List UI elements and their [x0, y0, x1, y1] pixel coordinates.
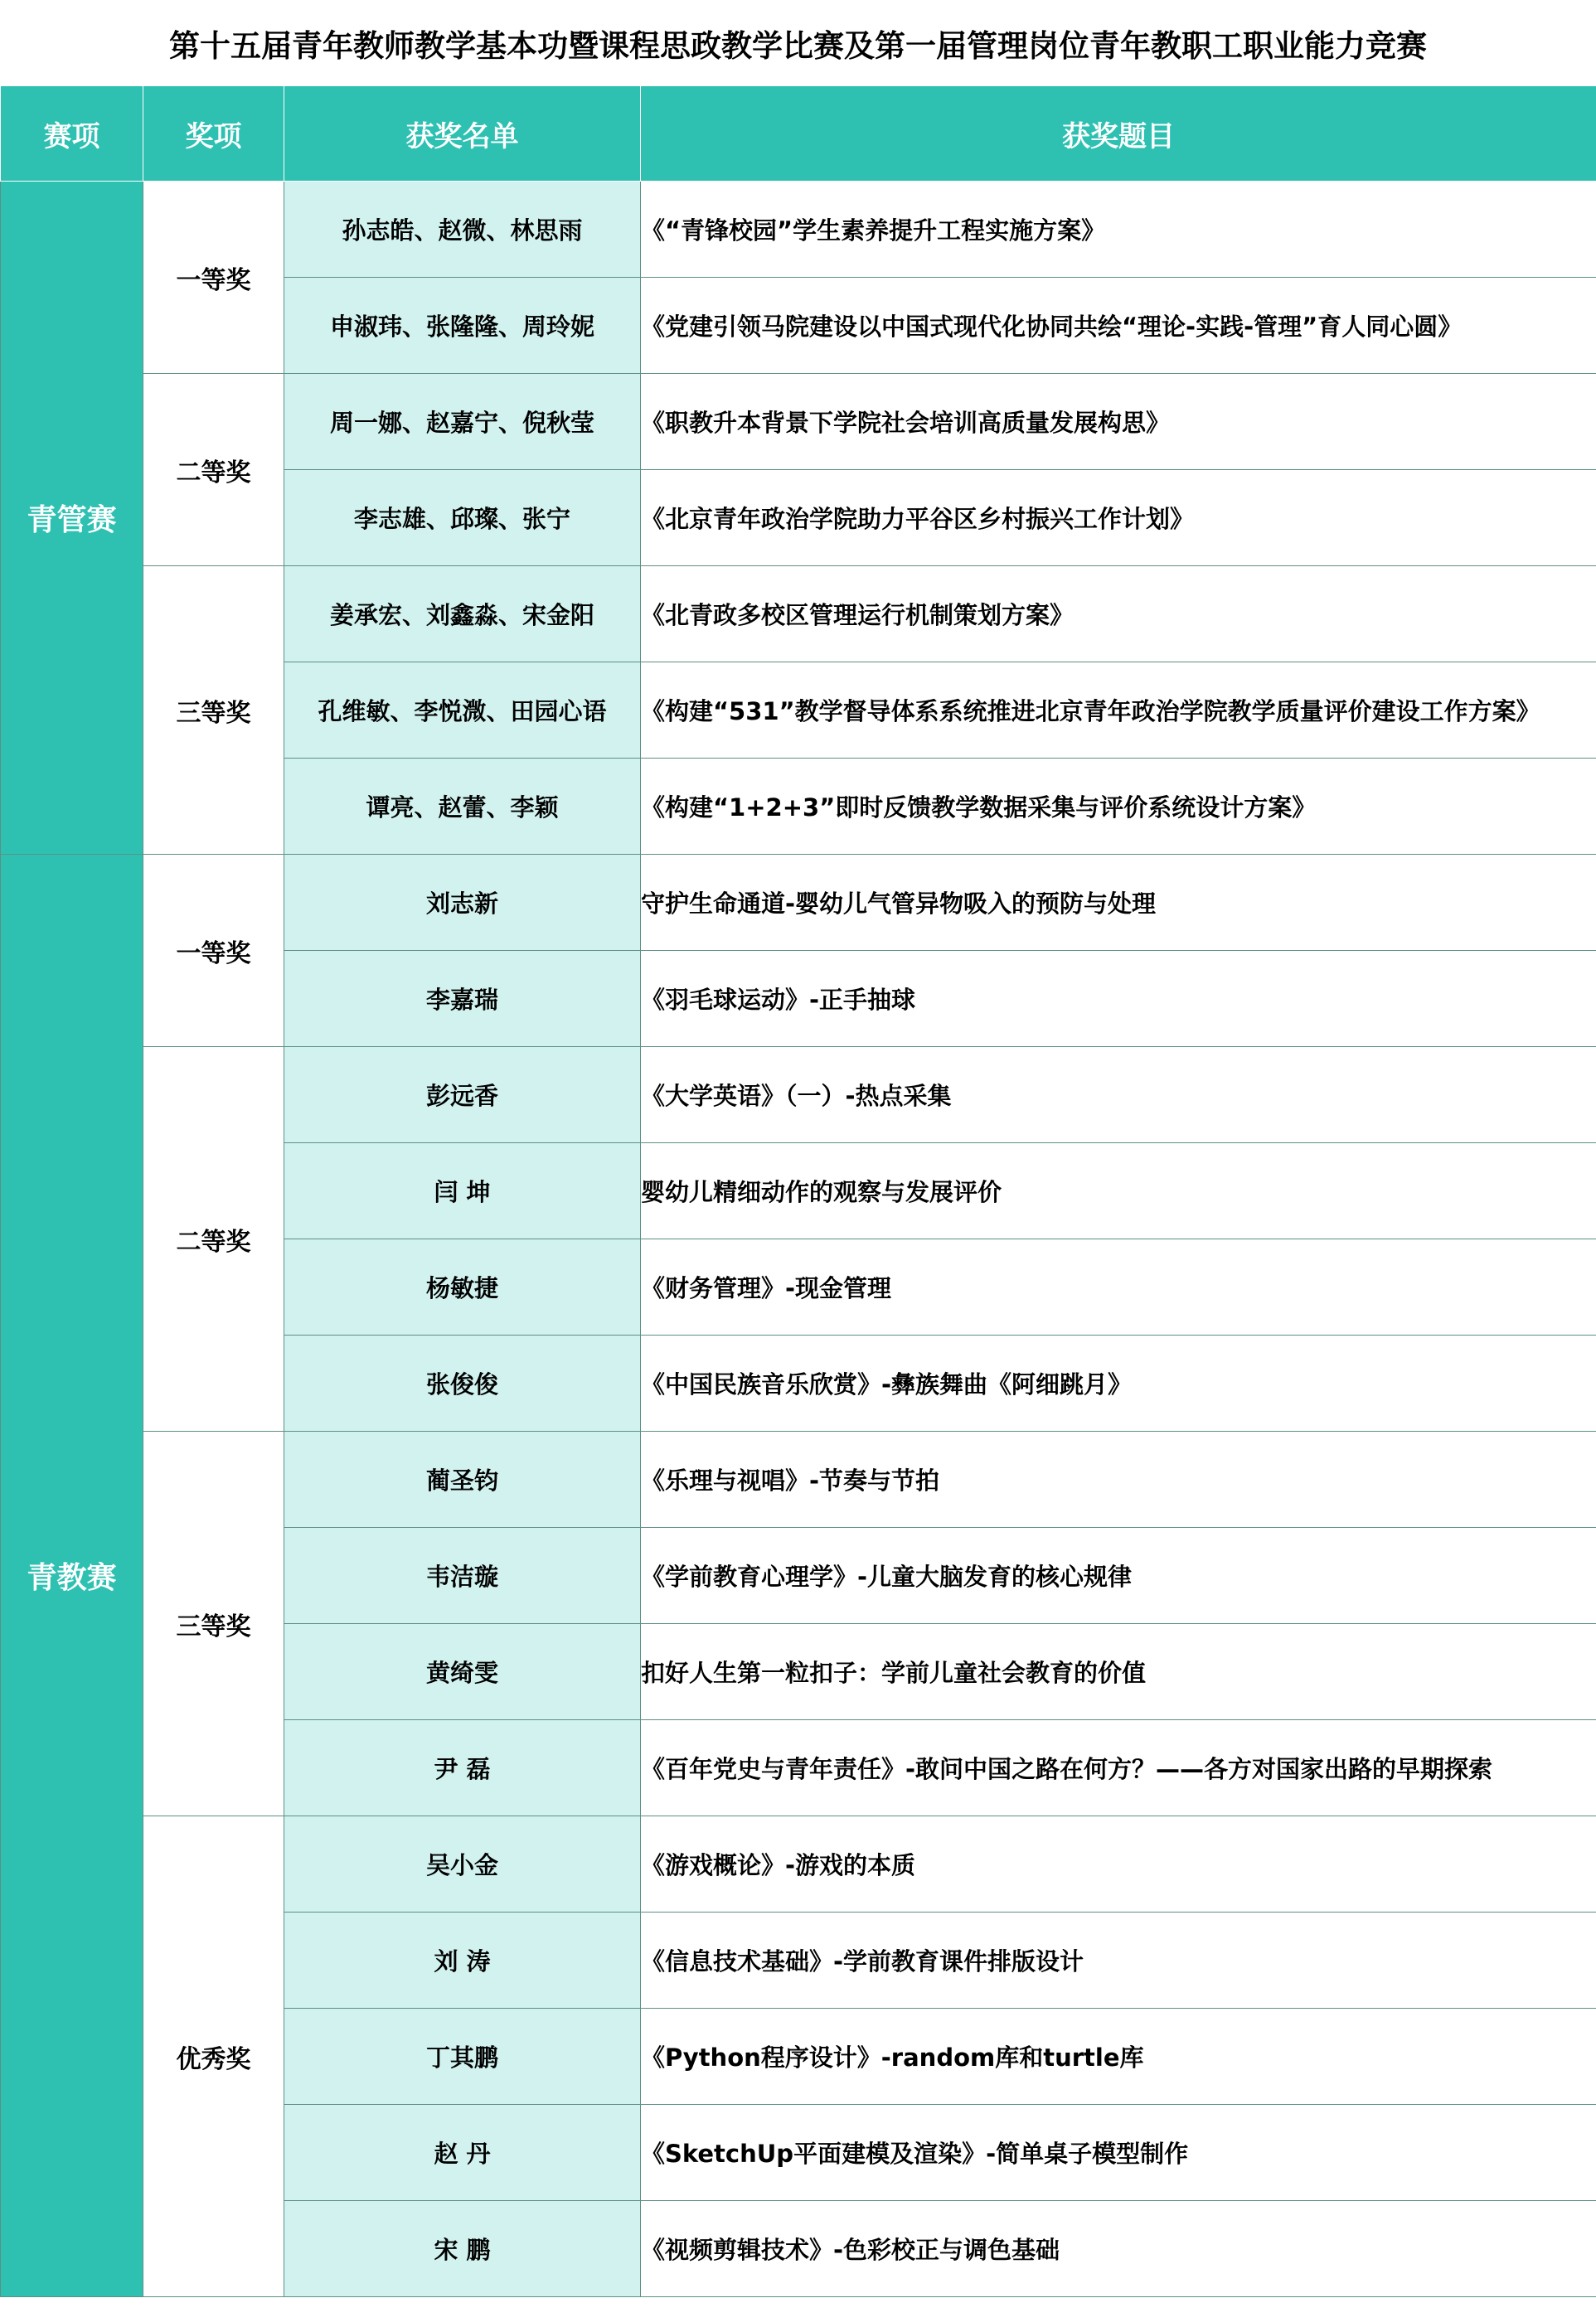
award-topic-cell: 《“青锋校园”学生素养提升工程实施方案》 — [641, 182, 1596, 278]
award-topic-cell: 《职教升本背景下学院社会培训高质量发展构思》 — [641, 374, 1596, 470]
winner-names-cell: 丁其鹏 — [284, 2009, 641, 2105]
award-topic-cell: 《财务管理》-现金管理 — [641, 1239, 1596, 1336]
award-topic-cell: 《北京青年政治学院助力平谷区乡村振兴工作计划》 — [641, 470, 1596, 566]
header-names: 获奖名单 — [284, 86, 641, 182]
award-topic-cell: 《构建“531”教学督导体系系统推进北京青年政治学院教学质量评价建设工作方案》 — [641, 662, 1596, 759]
category-cell: 青教赛 — [1, 855, 143, 2297]
award-topic-cell: 《北青政多校区管理运行机制策划方案》 — [641, 566, 1596, 662]
winner-names-cell: 尹 磊 — [284, 1720, 641, 1816]
table-row — [1, 1816, 1596, 1913]
award-topic-cell: 《SketchUp平面建模及渲染》-简单桌子模型制作 — [641, 2105, 1596, 2201]
winner-names-cell: 孙志皓、赵微、林思雨 — [284, 182, 641, 278]
award-topic-cell: 《视频剪辑技术》-色彩校正与调色基础 — [641, 2201, 1596, 2297]
award-topic-cell: 《Python程序设计》-random库和turtle库 — [641, 2009, 1596, 2105]
award-topic-cell: 《大学英语》（一）-热点采集 — [641, 1047, 1596, 1143]
award-topic-cell: 扣好人生第一粒扣子：学前儿童社会教育的价值 — [641, 1624, 1596, 1720]
winner-names-cell: 闫 坤 — [284, 1143, 641, 1239]
winner-names-cell: 李嘉瑞 — [284, 951, 641, 1047]
winner-names-cell: 申淑玮、张隆隆、周玲妮 — [284, 278, 641, 374]
award-level-cell: 一等奖 — [143, 855, 284, 1047]
winner-names-cell: 谭亮、赵蕾、李颖 — [284, 759, 641, 855]
award-topic-cell: 守护生命通道-婴幼儿气管异物吸入的预防与处理 — [641, 855, 1596, 951]
winner-names-cell: 张俊俊 — [284, 1336, 641, 1432]
table-row — [1, 1047, 1596, 1143]
winner-names-cell: 杨敏捷 — [284, 1239, 641, 1336]
table-row — [1, 1432, 1596, 1528]
awards-table — [0, 85, 1596, 2297]
table-row — [1, 374, 1596, 470]
award-level-cell: 一等奖 — [143, 182, 284, 374]
winner-names-cell: 宋 鹏 — [284, 2201, 641, 2297]
winner-names-cell: 彭远香 — [284, 1047, 641, 1143]
table-body — [1, 182, 1596, 2297]
award-level-cell: 二等奖 — [143, 1047, 284, 1432]
winner-names-cell: 刘 涛 — [284, 1913, 641, 2009]
winner-names-cell: 周一娜、赵嘉宁、倪秋莹 — [284, 374, 641, 470]
award-level-cell: 三等奖 — [143, 1432, 284, 1816]
award-topic-cell: 《游戏概论》-游戏的本质 — [641, 1816, 1596, 1913]
winner-names-cell: 韦洁璇 — [284, 1528, 641, 1624]
award-topic-cell: 《学前教育心理学》-儿童大脑发育的核心规律 — [641, 1528, 1596, 1624]
award-topic-cell: 《中国民族音乐欣赏》-彝族舞曲《阿细跳月》 — [641, 1336, 1596, 1432]
header-level: 奖项 — [143, 86, 284, 182]
award-topic-cell: 婴幼儿精细动作的观察与发展评价 — [641, 1143, 1596, 1239]
award-topic-cell: 《党建引领马院建设以中国式现代化协同共绘“理论-实践-管理”育人同心圆》 — [641, 278, 1596, 374]
page-title: 第十五届青年教师教学基本功暨课程思政教学比赛及第一届管理岗位青年教职工职业能力竞赛 — [169, 27, 1427, 64]
award-level-cell: 二等奖 — [143, 374, 284, 566]
winner-names-cell: 赵 丹 — [284, 2105, 641, 2201]
category-cell: 青管赛 — [1, 182, 143, 855]
award-topic-cell: 《构建“1+2+3”即时反馈教学数据采集与评价系统设计方案》 — [641, 759, 1596, 855]
winner-names-cell: 蔺圣钧 — [284, 1432, 641, 1528]
award-level-cell: 优秀奖 — [143, 1816, 284, 2297]
award-topic-cell: 《百年党史与青年责任》-敢问中国之路在何方？——各方对国家出路的早期探索 — [641, 1720, 1596, 1816]
award-topic-cell: 《信息技术基础》-学前教育课件排版设计 — [641, 1913, 1596, 2009]
table-row — [1, 855, 1596, 951]
award-topic-cell: 《羽毛球运动》-正手抽球 — [641, 951, 1596, 1047]
table-row — [1, 566, 1596, 662]
winner-names-cell: 姜承宏、刘鑫淼、宋金阳 — [284, 566, 641, 662]
table-row — [1, 182, 1596, 278]
winner-names-cell: 吴小金 — [284, 1816, 641, 1913]
award-level-cell: 三等奖 — [143, 566, 284, 855]
winner-names-cell: 李志雄、邱璨、张宁 — [284, 470, 641, 566]
award-topic-cell: 《乐理与视唱》-节奏与节拍 — [641, 1432, 1596, 1528]
winner-names-cell: 刘志新 — [284, 855, 641, 951]
header-topic: 获奖题目 — [641, 86, 1596, 182]
header-row — [1, 86, 1596, 182]
header-category: 赛项 — [1, 86, 143, 182]
winner-names-cell: 黄绮雯 — [284, 1624, 641, 1720]
winner-names-cell: 孔维敏、李悦溦、田园心语 — [284, 662, 641, 759]
